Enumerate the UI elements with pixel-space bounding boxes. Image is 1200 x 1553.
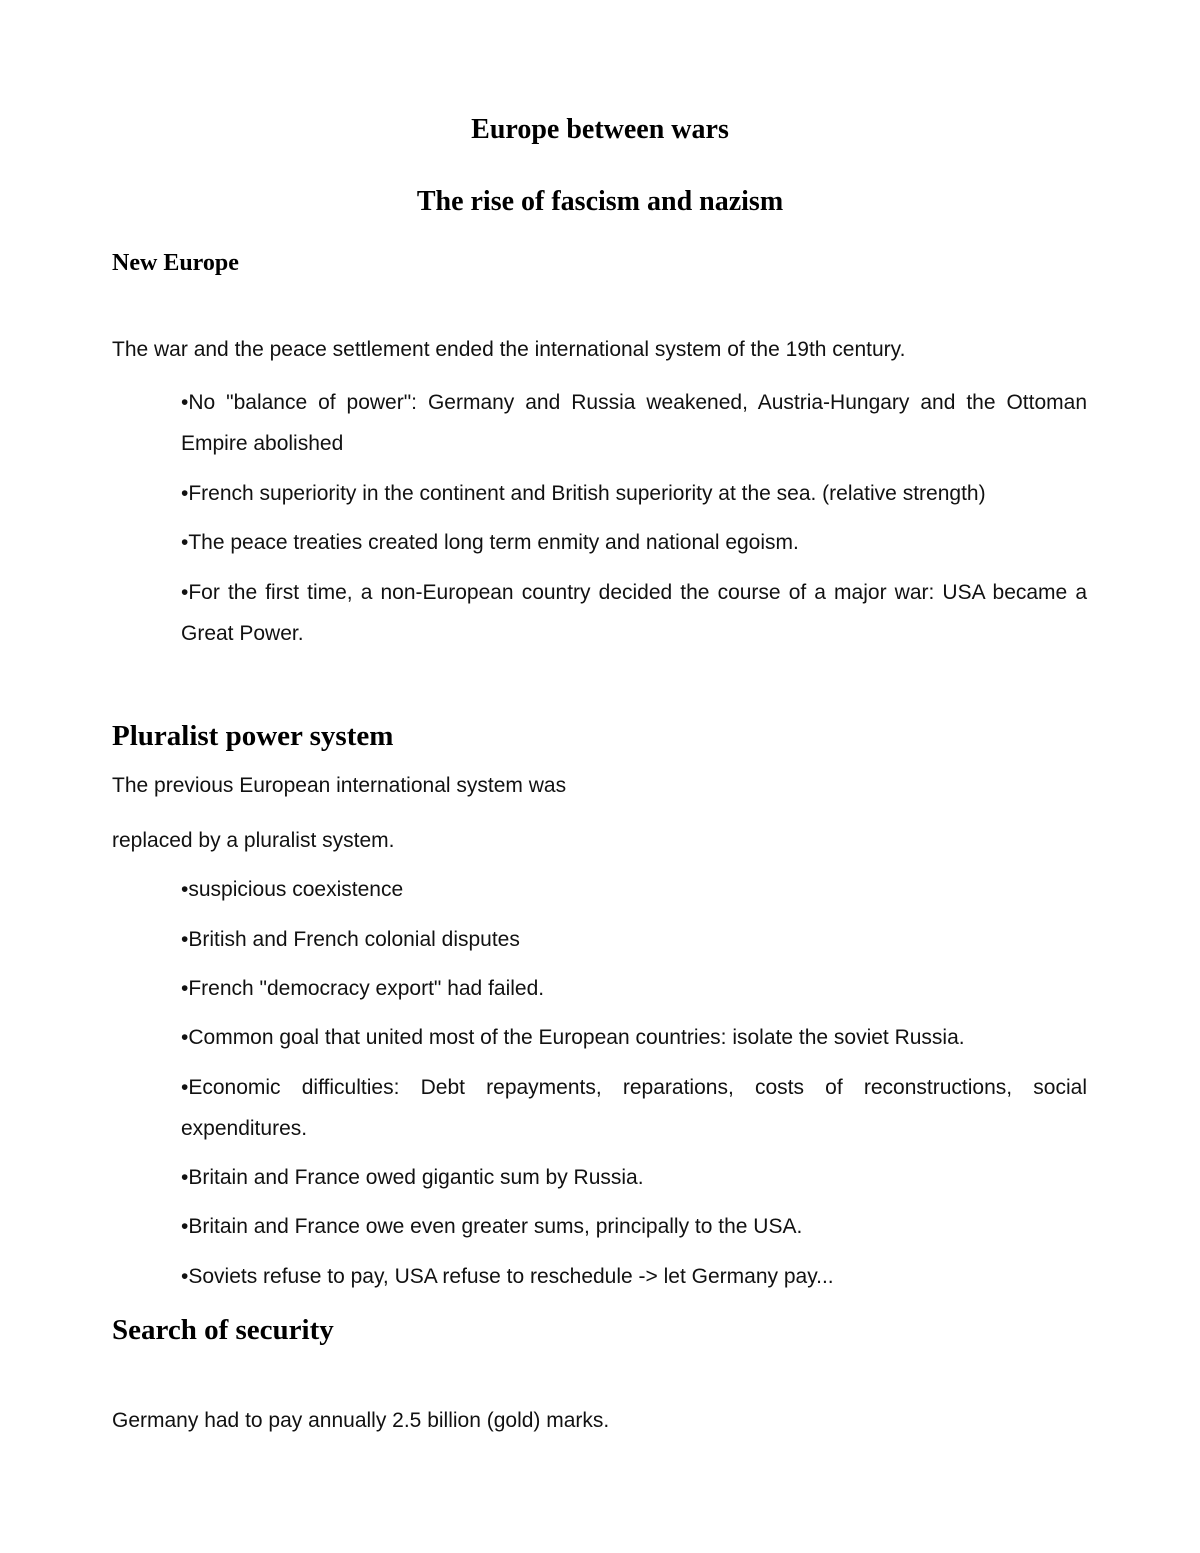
list-item: •The peace treaties created long term enmity and national egoism. bbox=[181, 531, 799, 554]
list-item: •French superiority in the continent and British superiority at the sea. (relative strength) bbox=[181, 482, 986, 505]
list-item: •Britain and France owe even greater sums, principally to the USA. bbox=[181, 1215, 803, 1238]
list-item: •No "balance of power": Germany and Russia weakened, Austria-Hungary and the Ottoman Empire abolished bbox=[181, 391, 1087, 455]
list-item: •British and French colonial disputes bbox=[181, 928, 520, 951]
paragraph: The previous European international system was bbox=[112, 774, 567, 797]
section-heading-security: Search of security bbox=[112, 1314, 334, 1346]
list-item: •For the first time, a non-European country decided the course of a major war: USA became a Great Power. bbox=[181, 581, 1087, 645]
list-item: •Britain and France owed gigantic sum by Russia. bbox=[181, 1166, 644, 1189]
list-item: •suspicious coexistence bbox=[181, 878, 404, 901]
list-item: •Common goal that united most of the European countries: isolate the soviet Russia. bbox=[181, 1026, 965, 1049]
paragraph: The war and the peace settlement ended the international system of the 19th century. bbox=[112, 338, 906, 361]
document-title: Europe between wars bbox=[471, 114, 729, 145]
list-item: •French "democracy export" had failed. bbox=[181, 977, 545, 1000]
section-heading-new-europe: New Europe bbox=[112, 250, 239, 276]
section-heading-pluralist: Pluralist power system bbox=[112, 720, 394, 752]
document-subtitle: The rise of fascism and nazism bbox=[416, 186, 784, 217]
list-item: •Economic difficulties: Debt repayments, reparations, costs of reconstructions, social expenditures. bbox=[181, 1076, 1087, 1140]
paragraph: replaced by a pluralist system. bbox=[112, 829, 395, 852]
paragraph: Germany had to pay annually 2.5 billion (gold) marks. bbox=[112, 1409, 610, 1432]
list-item: •Soviets refuse to pay, USA refuse to reschedule -> let Germany pay... bbox=[181, 1265, 834, 1288]
